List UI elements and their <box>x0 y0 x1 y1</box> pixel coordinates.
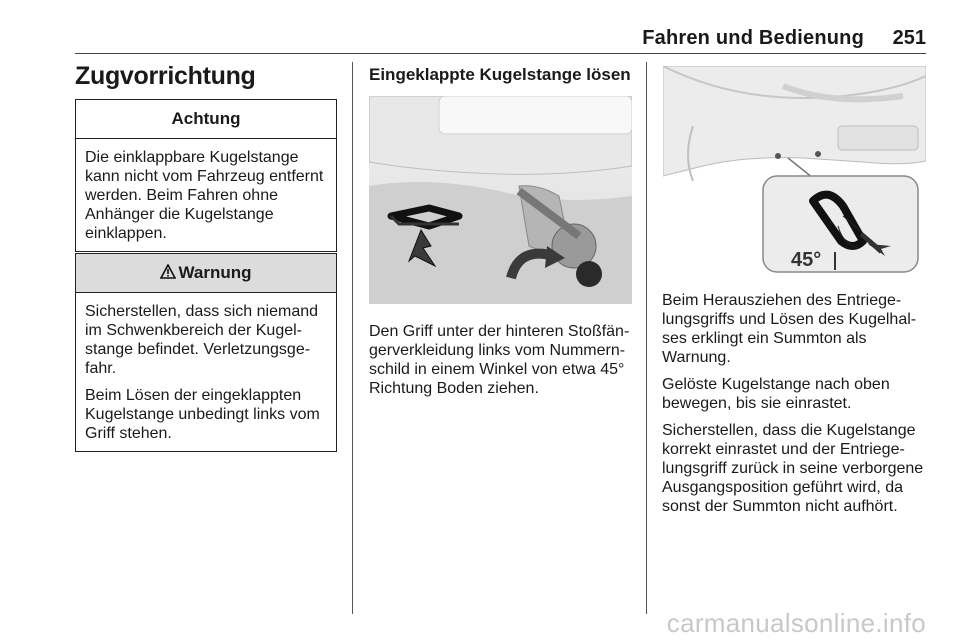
middle-paragraph: Den Griff unter der hinteren Stoßfängerverkleidung links vom Nummernschild in einem Winkel von etwa 45° Richtung Boden ziehen. <box>369 323 630 397</box>
warning-paragraph-1: Sicherstellen, dass sich niemand im Schwenkbereich der Kugelstange befindet. Verletzungsgefahr. <box>85 303 319 377</box>
warning-header <box>76 254 336 293</box>
right-text <box>662 291 930 524</box>
subsection-heading: Eingeklappte Kugelstange lösen <box>369 65 631 84</box>
header-title: Fahren und Bedienung <box>642 27 864 49</box>
header-rule <box>75 53 926 54</box>
column-divider-2 <box>646 62 647 614</box>
section-title: Zugvorrichtung <box>75 62 256 90</box>
caution-box <box>75 99 337 252</box>
caution-heading: Achtung <box>76 100 336 139</box>
right-paragraph-3: Sicherstellen, dass die Kugelstange korrekt einrastet und der Entriegelungsgriff zurück in seine verborgene Ausgangsposition geführt wird, da sonst der Summton nicht aufhört. <box>662 422 924 515</box>
warning-body <box>76 293 336 451</box>
page-number: 251 <box>892 27 926 49</box>
column-divider-1 <box>352 62 353 614</box>
middle-text <box>369 322 635 406</box>
warning-box <box>75 253 337 452</box>
caution-body <box>76 139 336 251</box>
right-paragraph-1: Beim Herausziehen des Entriegelungsgriffs und Lösen des Kugelhalses erklingt ein Summton als Warnung. <box>662 292 917 366</box>
watermark: carmanualsonline.info <box>666 608 926 638</box>
angle-label: 45° <box>791 249 822 271</box>
warning-triangle-icon <box>160 263 176 284</box>
right-paragraph-2: Gelöste Kugelstange nach oben bewegen, bis sie einrastet. <box>662 376 890 412</box>
warning-paragraph-2: Beim Lösen der eingeklappten Kugelstange unbedingt links vom Griff stehen. <box>85 387 320 442</box>
car-rear-figure <box>663 66 926 276</box>
caution-paragraph: Die einklappbare Kugelstange kann nicht vom Fahrzeug entfernt werden. Beim Fahren ohne Anhänger die Kugelstange einklappen. <box>85 149 324 242</box>
warning-heading: Warnung <box>178 263 252 282</box>
tow-bar-figure <box>369 96 632 304</box>
